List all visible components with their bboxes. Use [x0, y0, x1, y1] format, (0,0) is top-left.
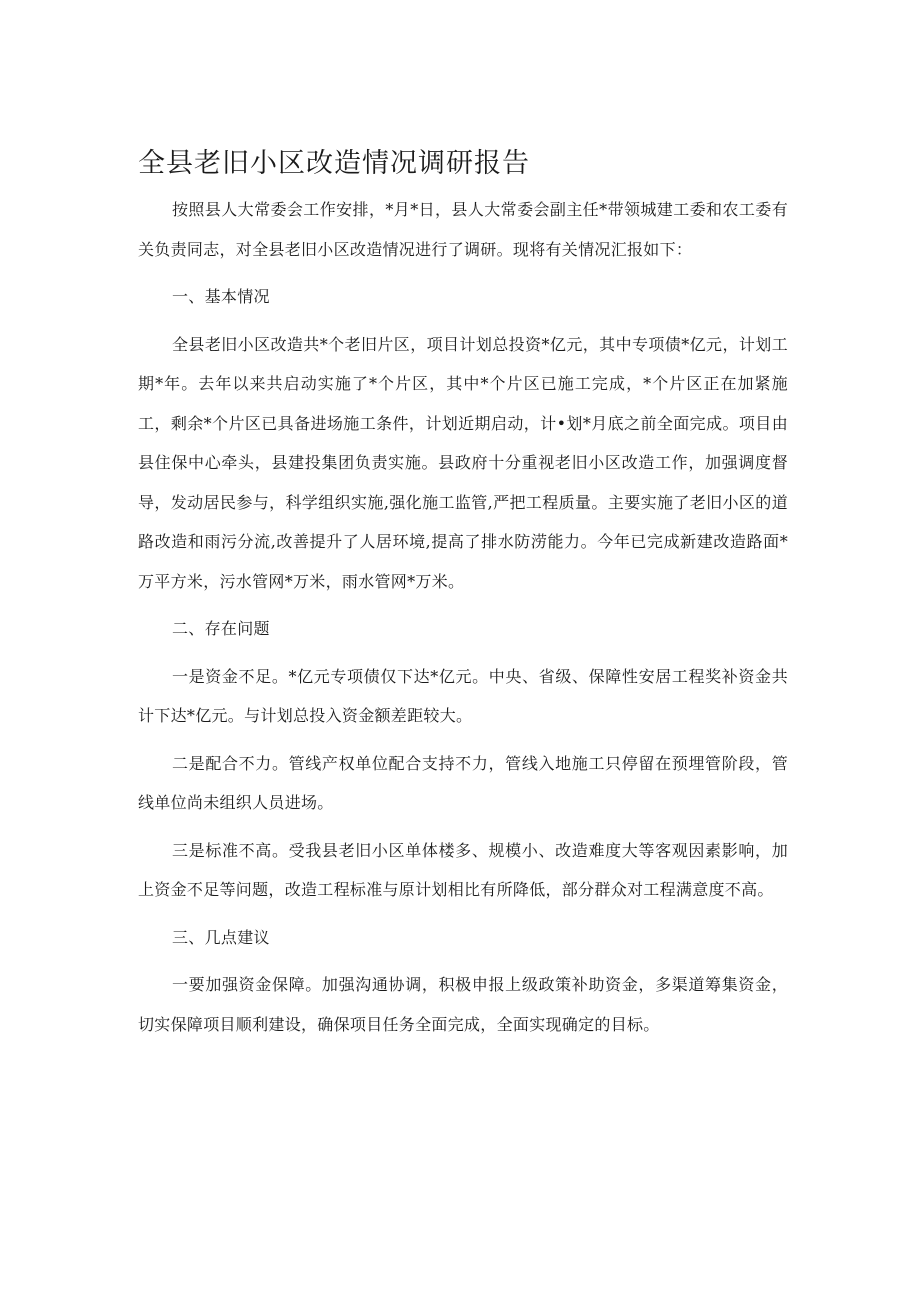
document-title: 全县老旧小区改造情况调研报告 — [138, 148, 530, 180]
section-heading-problems: 二、存在问题 — [172, 619, 270, 638]
intro-paragraph: 按照县人大常委会工作安排，*月*日，县人大常委会副主任*带领城建工委和农工委有关负责同志，对全县老旧小区改造情况进行了调研。现将有关情况汇报如下： — [138, 200, 788, 259]
problem-paragraph-standards: 三是标准不高。受我县老旧小区单体楼多、规模小、改造难度大等客观因素影响，加上资金不足等问题，改造工程标准与原计划相比有所降低，部分群众对工程满意度不高。 — [138, 840, 788, 899]
suggestion-paragraph-funding: 一要加强资金保障。加强沟通协调，积极申报上级政策补助资金，多渠道筹集资金，切实保障项目顺利建设，确保项目任务全面完成，全面实现确定的目标。 — [138, 975, 788, 1034]
basic-situation-paragraph: 全县老旧小区改造共*个老旧片区，项目计划总投资*亿元，其中专项债*亿元，计划工期*年。去年以来共启动实施了*个片区，其中*个片区已施工完成，*个片区正在加紧施工，剩余*个片区已具备进场施工条件，计划近期启动，计•划*月底之前全面完成。项目由县住保中心牵头，县建投集团负责实施。县政府十分重视老旧小区改造工作，加强调度督导，发动居民参与，科学组织实施,强化施工监管,严把工程质量。主要实施了老旧小区的道路改造和雨污分流,改善提升了人居环境,提高了排水防涝能力。今年已完成新建改造路面*万平方米，污水管网*万米，雨水管网*万米。 — [138, 334, 788, 591]
problem-paragraph-funding: 一是资金不足。*亿元专项债仅下达*亿元。中央、省级、保障性安居工程奖补资金共计下达*亿元。与计划总投入资金额差距较大。 — [138, 666, 788, 725]
document-body — [138, 190, 788, 1052]
problem-paragraph-cooperation: 二是配合不力。管线产权单位配合支持不力，管线入地施工只停留在预埋管阶段，管线单位尚未组织人员进场。 — [138, 753, 788, 812]
section-heading-suggestions: 三、几点建议 — [172, 927, 270, 947]
section-heading-basic-situation: 一、基本情况 — [172, 287, 270, 306]
